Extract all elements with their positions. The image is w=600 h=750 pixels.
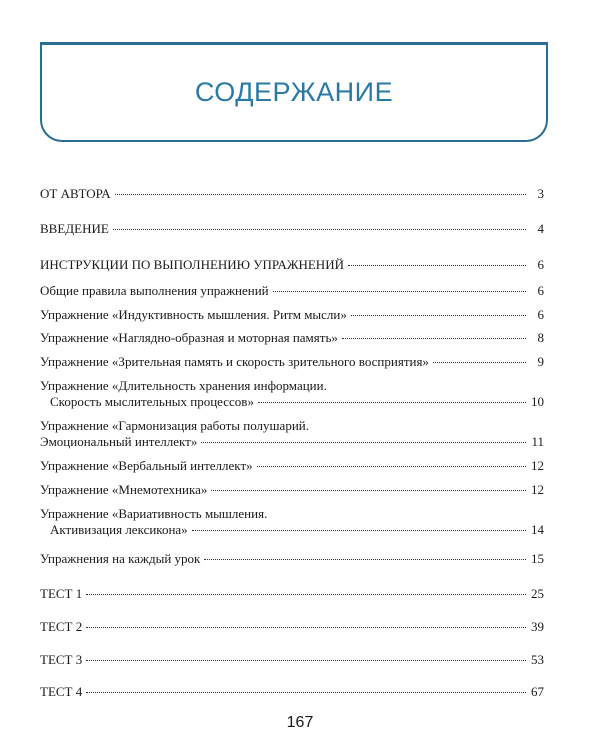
toc-entry-page: 39 — [531, 619, 544, 634]
toc-entry-text-line2: Скорость мыслительных процессов» — [50, 394, 254, 409]
leader-dots — [348, 265, 526, 266]
toc-entry-text: Упражнение «Вербальный интеллект» — [40, 458, 253, 473]
toc-entry-text: Упражнения на каждый урок — [40, 551, 201, 566]
leader-dots — [115, 194, 526, 195]
toc-entry-page: 4 — [537, 221, 544, 236]
toc-entry-test-1[interactable] — [40, 586, 544, 602]
leader-dots — [113, 229, 526, 230]
toc-entry-text-line2: Эмоциональный интеллект» — [40, 434, 198, 449]
toc-entry-page: 25 — [531, 586, 544, 601]
toc-entry-text: ТЕСТ 2 — [40, 619, 83, 634]
toc-entry-page: 11 — [531, 434, 544, 449]
page-number: 167 — [286, 714, 314, 731]
toc-entry-text: Упражнение «Зрительная память и скорость зрительного восприятия» — [40, 354, 429, 369]
toc-entry-zritelnaya-pamyat[interactable] — [40, 354, 544, 370]
leader-dots — [201, 442, 526, 443]
leader-dots — [273, 291, 526, 292]
toc-entry-page: 15 — [531, 551, 544, 566]
toc-entry-text-line1: Упражнение «Длительность хранения информации. — [40, 378, 327, 393]
toc-entry-obshchie-pravila[interactable] — [40, 283, 544, 299]
toc-entry-text: ТЕСТ 4 — [40, 684, 83, 699]
toc-entry-text: ОТ АВТОРА — [40, 186, 111, 201]
toc-entry-vvedenie[interactable] — [40, 221, 544, 237]
toc-entry-text: Упражнение «Мнемотехника» — [40, 482, 208, 497]
toc-entry-text: ТЕСТ 1 — [40, 586, 83, 601]
toc-entry-verbalnyi-intellekt[interactable] — [40, 458, 544, 474]
toc-entry-test-2[interactable] — [40, 619, 544, 635]
toc-entry-page: 6 — [537, 307, 544, 322]
toc-entry-page: 53 — [531, 652, 544, 667]
leader-dots — [211, 490, 526, 491]
leader-dots — [86, 627, 526, 628]
leader-dots — [86, 660, 526, 661]
leader-dots — [342, 338, 526, 339]
leader-dots — [433, 362, 526, 363]
toc-entry-dlitelnost-hraneniya[interactable] — [40, 378, 544, 410]
toc-entry-instrukcii[interactable] — [40, 257, 544, 273]
toc-entry-variativnost[interactable] — [40, 506, 544, 538]
leader-dots — [204, 559, 526, 560]
toc-entry-text: Общие правила выполнения упражнений — [40, 283, 269, 298]
toc-entry-text: Упражнение «Наглядно-образная и моторная память» — [40, 330, 338, 345]
toc-entry-text-line1: Упражнение «Гармонизация работы полушарий. — [40, 418, 309, 433]
leader-dots — [351, 315, 526, 316]
leader-dots — [86, 594, 526, 595]
toc-entry-page: 3 — [537, 186, 544, 201]
leader-dots — [257, 466, 526, 467]
toc-entry-page: 6 — [537, 283, 544, 298]
toc-entry-test-4[interactable] — [40, 684, 544, 700]
toc-entry-mnemotehnika[interactable] — [40, 482, 544, 498]
toc-entry-induktivnost[interactable] — [40, 307, 544, 323]
toc-entry-garmonizaciya[interactable] — [40, 418, 544, 450]
toc-entry-page: 12 — [531, 482, 544, 497]
toc-entry-text: Упражнение «Индуктивность мышления. Ритм мысли» — [40, 307, 347, 322]
toc-entry-text: ИНСТРУКЦИИ ПО ВЫПОЛНЕНИЮ УПРАЖНЕНИЙ — [40, 257, 344, 272]
toc-entry-page: 14 — [531, 522, 544, 537]
toc-entry-uprazhneniya-na-kazhdyi-urok[interactable] — [40, 551, 544, 567]
leader-dots — [192, 530, 526, 531]
toc-entry-text: ВВЕДЕНИЕ — [40, 221, 109, 236]
toc-entry-page: 12 — [531, 458, 544, 473]
page-title: СОДЕРЖАНИЕ — [194, 77, 394, 107]
toc-entry-page: 8 — [537, 330, 544, 345]
toc-entry-page: 6 — [537, 257, 544, 272]
toc-entry-text-line2: Активизация лексикона» — [50, 522, 188, 537]
leader-dots — [86, 692, 526, 693]
toc-entry-text-line1: Упражнение «Вариативность мышления. — [40, 506, 268, 521]
toc-entry-page: 67 — [531, 684, 544, 699]
toc-entry-test-3[interactable] — [40, 652, 544, 668]
toc-entry-naglyadno-obraznaya[interactable] — [40, 330, 544, 346]
leader-dots — [258, 402, 526, 403]
toc-entry-page: 9 — [537, 354, 544, 369]
toc-entry-page: 10 — [531, 394, 544, 409]
toc-entry-ot-avtora[interactable] — [40, 186, 544, 202]
toc-entry-text: ТЕСТ 3 — [40, 652, 83, 667]
